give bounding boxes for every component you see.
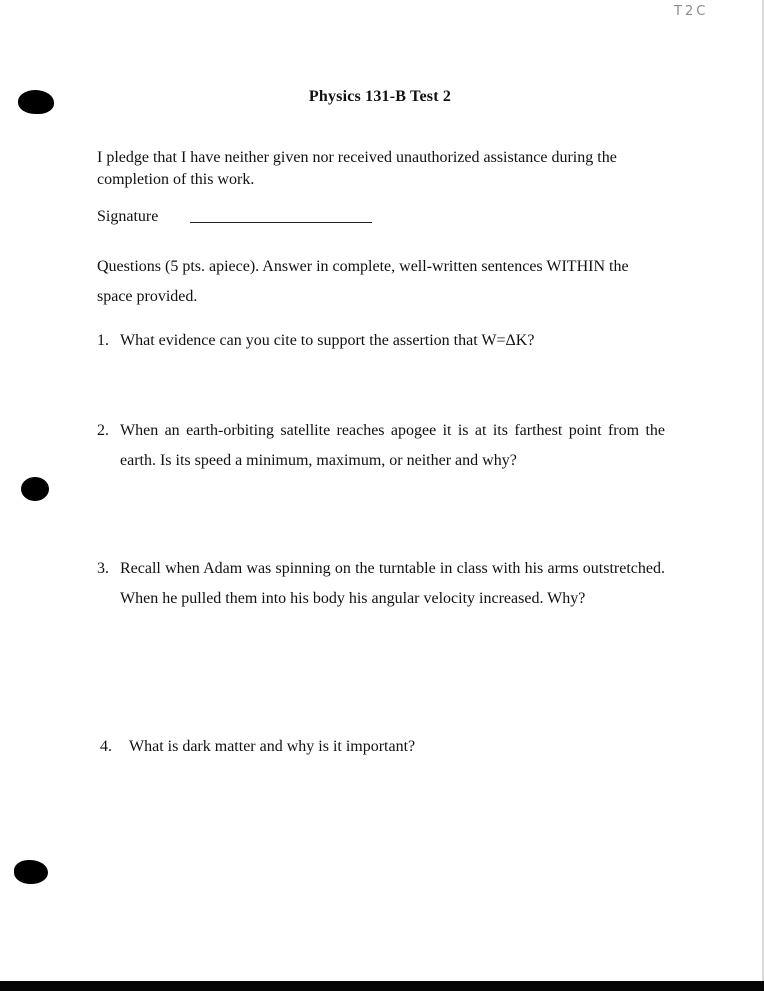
question-1 (97, 326, 667, 366)
instructions: Questions (5 pts. apiece). Answer in complete, well-written sentences WITHIN the space provided. (97, 258, 629, 305)
question-4 (100, 732, 670, 772)
question-2 (97, 416, 667, 486)
page-title: Physics 131-B Test 2 (308, 88, 452, 105)
question-text: Recall when Adam was spinning on the turntable in class with his arms outstretched. When he pulled them into his body his angular velocity increased. Why? (120, 560, 665, 607)
honor-pledge: I pledge that I have neither given nor received unauthorized assistance during the completion of this work. (97, 149, 617, 188)
punch-hole-bottom (14, 860, 48, 884)
question-number: 2. (97, 422, 109, 439)
question-number: 1. (97, 332, 109, 349)
signature-line[interactable] (190, 222, 372, 223)
scan-bottom-edge (0, 981, 764, 991)
punch-hole-middle (21, 477, 49, 501)
question-text: When an earth-orbiting satellite reaches apogee it is at its farthest point from the earth. Is its speed a minimum, maximum, or neither and why? (120, 422, 665, 469)
question-number: 4. (100, 738, 112, 755)
question-text: What is dark matter and why is it important? (129, 738, 416, 755)
question-3 (97, 554, 667, 654)
signature-label: Signature (97, 208, 159, 225)
corner-handwritten-mark: T2C (674, 4, 709, 19)
question-text: What evidence can you cite to support the assertion that W=ΔK? (120, 332, 535, 349)
question-number: 3. (97, 560, 109, 577)
